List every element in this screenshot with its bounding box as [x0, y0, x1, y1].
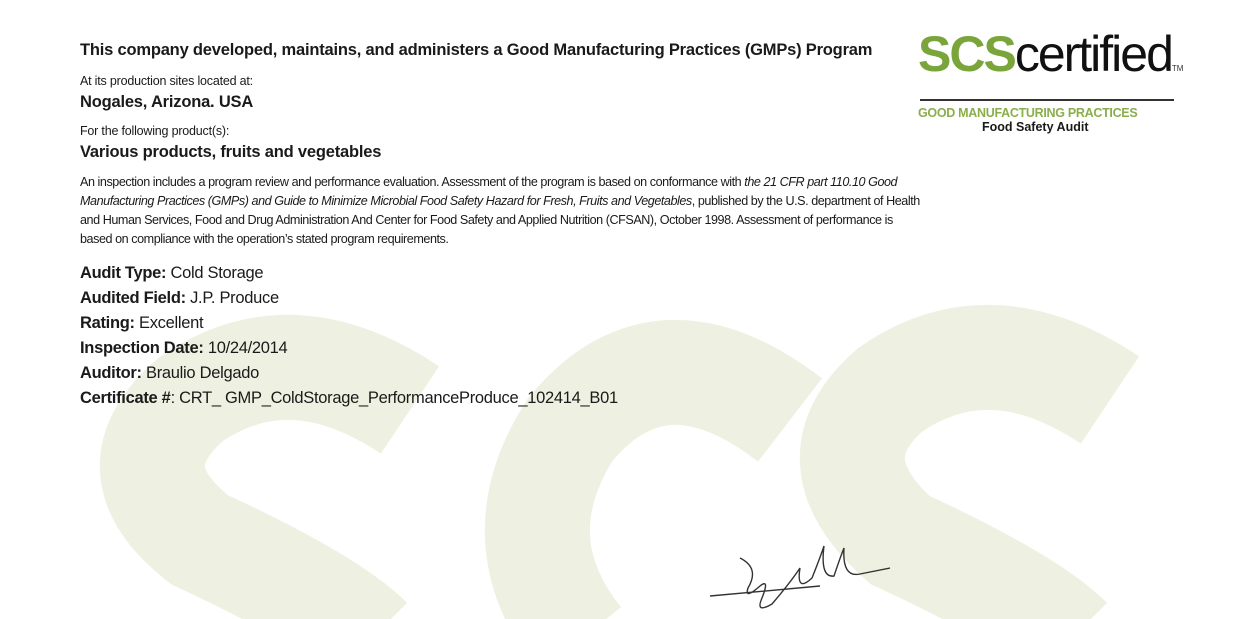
logo-program: GOOD MANUFACTURING PRACTICES [918, 106, 1138, 120]
audit-fields [80, 261, 920, 411]
certificate-body [80, 0, 920, 411]
logo-subtitle: Food Safety Audit [982, 120, 1089, 134]
auditor-signature [700, 538, 900, 616]
field-label: Rating: [80, 314, 135, 332]
field-value: 10/24/2014 [203, 339, 288, 357]
field-label: Auditor: [80, 364, 142, 382]
field-auditor [80, 361, 920, 386]
field-label: Audit Type: [80, 264, 167, 282]
field-label: Inspection Date: [80, 339, 204, 357]
field-certificate-number [80, 386, 920, 411]
inspection-description [80, 173, 920, 249]
scs-certified-logo [918, 28, 1208, 134]
logo-wordmark [918, 28, 1208, 95]
trademark: TM [1171, 64, 1184, 73]
products-value: Various products, fruits and vegetables [80, 143, 382, 161]
regulation-reference: the 21 CFR part 110.10 Good Manufacturing Practices (GMPs) and Guide to Minimize Microbial Food Safety Hazard for Fresh, Fruits and Vegetables [80, 175, 898, 208]
field-value: Cold Storage [166, 264, 264, 282]
logo-divider [920, 99, 1174, 101]
sites-label: At its production sites located at: [80, 74, 253, 88]
field-value: Braulio Delgado [141, 364, 259, 382]
certificate-heading: This company developed, maintains, and administers a Good Manufacturing Practices (GMPs) Program [80, 41, 873, 59]
field-audited-field [80, 286, 920, 311]
field-audit-type [80, 261, 920, 286]
description-text-cont: , published by the U.S. department of Health and Human Services, Food and Drug Administration And Center for Food Safety and Applied Nutrition (CFSAN), October 1998. Assessment of performance is based on compliance with the operation’s stated program requirements. [80, 194, 920, 246]
sites-value: Nogales, Arizona. USA [80, 93, 254, 111]
field-rating [80, 311, 920, 336]
field-value: : CRT_ GMP_ColdStorage_PerformanceProduce_102414_B01 [170, 389, 618, 407]
logo-certified: certified [1014, 26, 1172, 82]
field-value: J.P. Produce [185, 289, 279, 307]
description-text: An inspection includes a program review and performance evaluation. Assessment of the program is based on conformance with [80, 175, 745, 189]
field-label: Certificate # [80, 389, 171, 407]
logo-scs: SCS [918, 26, 1015, 82]
field-label: Audited Field: [80, 289, 186, 307]
field-inspection-date [80, 336, 920, 361]
products-label: For the following product(s): [80, 124, 230, 138]
field-value: Excellent [134, 314, 204, 332]
